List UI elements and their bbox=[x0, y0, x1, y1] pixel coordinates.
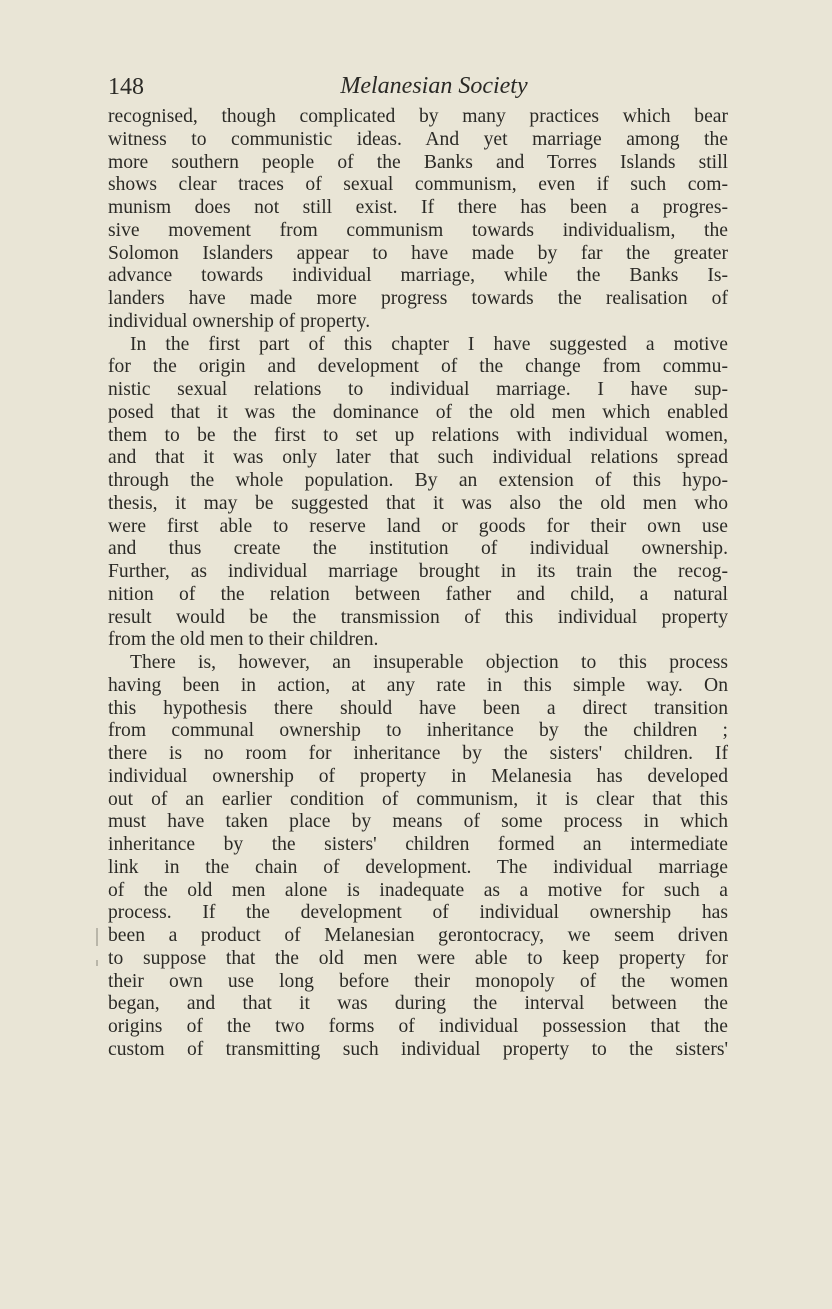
text-line: and thus create the institution of individual ownership. bbox=[108, 538, 728, 560]
page-number: 148 bbox=[108, 74, 144, 100]
text-line: In the first part of this chapter I have suggested a motive bbox=[130, 333, 728, 355]
text-line: process. If the development of individual ownership has bbox=[108, 902, 728, 924]
margin-mark bbox=[96, 928, 98, 946]
text-line: sive movement from communism towards individualism, the bbox=[108, 219, 728, 241]
text-line: Solomon Islanders appear to have made by far the greater bbox=[108, 242, 728, 264]
paragraph bbox=[108, 106, 728, 334]
text-line: individual ownership of property in Melanesia has developed bbox=[108, 765, 728, 787]
text-line: custom of transmitting such individual property to the sisters' bbox=[108, 1038, 728, 1060]
text-line: them to be the first to set up relations with individual women, bbox=[108, 424, 728, 446]
text-line: been a product of Melanesian gerontocracy, we seem driven bbox=[108, 925, 728, 946]
text-line: of the old men alone is inadequate as a motive for such a bbox=[108, 879, 728, 901]
text-line: result would be the transmission of this individual property bbox=[108, 606, 728, 628]
text-line: to suppose that the old men were able to keep property for bbox=[108, 947, 728, 969]
text-line: individual ownership of property. bbox=[108, 310, 371, 332]
text-line: began, and that it was during the interval between the bbox=[108, 993, 728, 1015]
text-line: origins of the two forms of individual possession that the bbox=[108, 1016, 728, 1037]
text-line: thesis, it may be suggested that it was also the old men who bbox=[108, 492, 728, 514]
text-line: There is, however, an insuperable objection to this process bbox=[130, 652, 728, 673]
margin-mark bbox=[96, 960, 98, 966]
text-line: link in the chain of development. The individual marriage bbox=[108, 856, 728, 878]
text-line: posed that it was the dominance of the old men which enabled bbox=[108, 401, 728, 423]
text-line: through the whole population. By an extension of this hypo- bbox=[108, 470, 728, 491]
running-title: Melanesian Society bbox=[340, 73, 528, 99]
text-line: more southern people of the Banks and Torres Islands still bbox=[108, 151, 728, 173]
text-line: this hypothesis there should have been a direct transition bbox=[108, 697, 728, 719]
text-line: and that it was only later that such individual relations spread bbox=[108, 447, 728, 469]
text-line: Further, as individual marriage brought in its train the recog- bbox=[108, 561, 728, 582]
text-line: nition of the relation between father and child, a natural bbox=[108, 583, 728, 605]
text-line: landers have made more progress towards the realisation of bbox=[108, 288, 728, 309]
text-line: recognised, though complicated by many practices which bear bbox=[108, 106, 728, 127]
text-line: there is no room for inheritance by the sisters' children. If bbox=[108, 743, 728, 764]
text-line: having been in action, at any rate in this simple way. On bbox=[108, 674, 728, 696]
text-line: out of an earlier condition of communism, it is clear that this bbox=[108, 788, 728, 810]
text-line: inheritance by the sisters' children formed an intermediate bbox=[108, 834, 728, 855]
text-line: nistic sexual relations to individual marriage. I have sup- bbox=[108, 379, 728, 400]
text-line: witness to communistic ideas. And yet marriage among the bbox=[108, 128, 728, 150]
text-line: were first able to reserve land or goods for their own use bbox=[108, 515, 728, 537]
text-line: munism does not still exist. If there has been a progres- bbox=[108, 197, 728, 218]
text-line: must have taken place by means of some process in which bbox=[108, 811, 728, 833]
text-line: from the old men to their children. bbox=[108, 629, 379, 651]
paragraph bbox=[108, 652, 728, 1062]
paragraph bbox=[108, 334, 728, 653]
text-line: shows clear traces of sexual communism, even if such com- bbox=[108, 174, 728, 196]
text-line: their own use long before their monopoly of the women bbox=[108, 970, 728, 992]
body-text bbox=[108, 106, 728, 1062]
text-line: from communal ownership to inheritance by the children ; bbox=[108, 720, 728, 742]
text-line: for the origin and development of the change from commu- bbox=[108, 356, 728, 378]
text-line: advance towards individual marriage, while the Banks Is- bbox=[108, 265, 728, 287]
